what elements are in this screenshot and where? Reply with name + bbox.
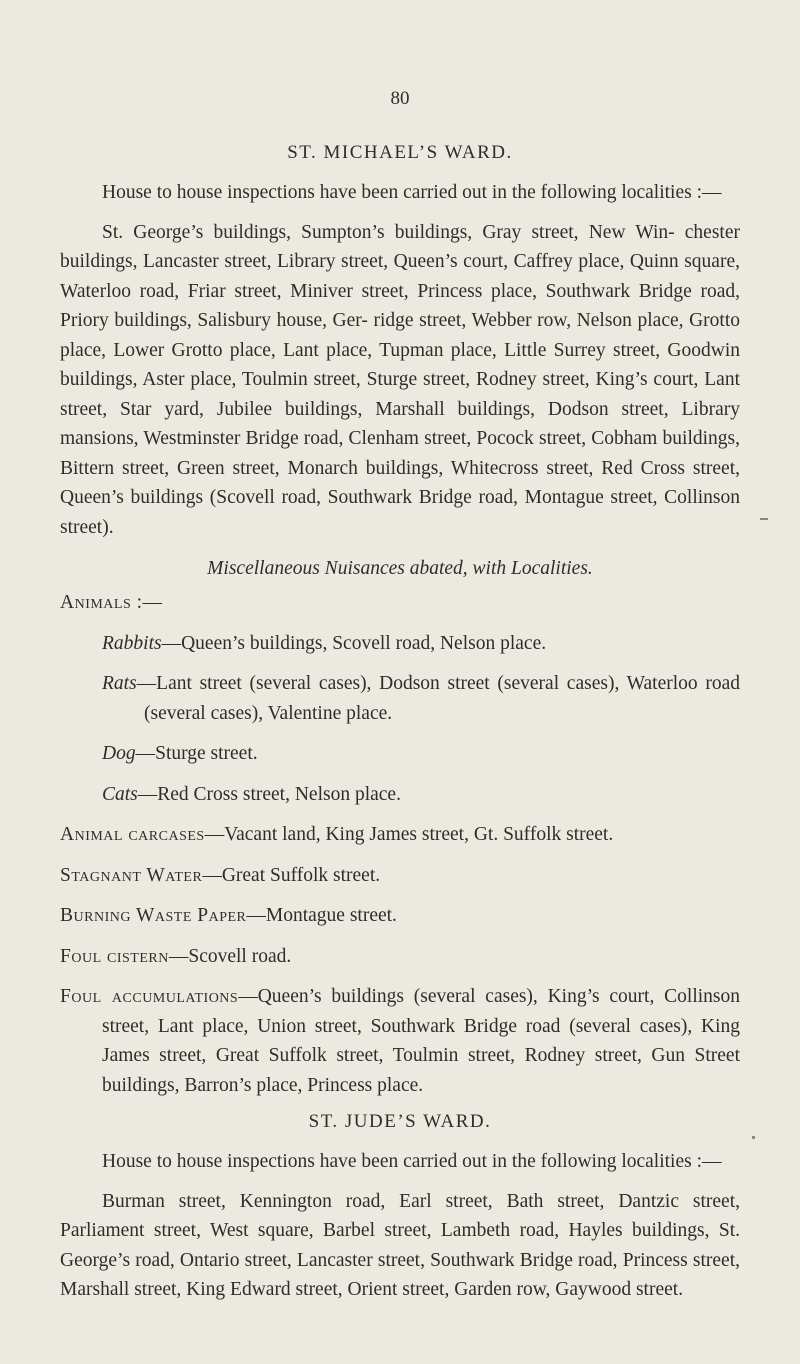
entry-label: Rats bbox=[102, 673, 137, 694]
entry-text: —Queen’s buildings (several cases), King’s court, Collinson street, Lant place, Union street, Southwark Bridge road (several cases), King James street, Great Suffolk street, Toulmin street, Rodney street, Gun Street buildings, Barron’s place, Princess place. bbox=[102, 986, 740, 1096]
entry-text: —Montague street. bbox=[246, 905, 397, 926]
margin-mark bbox=[752, 1136, 755, 1139]
st-michaels-ward-section bbox=[60, 142, 740, 1100]
entry-label: Burning Waste Paper bbox=[60, 905, 247, 926]
nuisance-entry-burning-waste-paper bbox=[60, 901, 740, 931]
entry-text: —Lant street (several cases), Dodson street (several cases), Waterloo road (several cases), Valentine place. bbox=[136, 673, 740, 724]
nuisance-entry-dog bbox=[60, 739, 740, 769]
entry-text: —Scovell road. bbox=[168, 945, 292, 967]
nuisance-entry-stagnant-water bbox=[60, 861, 740, 891]
document-page bbox=[60, 88, 740, 1315]
nuisance-entry-rabbits bbox=[60, 629, 740, 659]
entry-label: Stagnant Water bbox=[60, 864, 203, 886]
entry-label: Foul accumulations bbox=[60, 986, 239, 1007]
entry-label: Cats bbox=[102, 783, 138, 805]
nuisances-heading: Miscellaneous Nuisances abated, with Localities. bbox=[207, 558, 593, 579]
localities-list: St. George’s buildings, Sumpton’s buildings, Gray street, New Win- chester buildings, Lancaster street, Library street, Queen’s court, Caffrey place, Quinn square, Waterloo road, Friar street, Miniver street, Princess place, Southwark Bridge road, Priory buildings, Salisbury house, Ger- ridge street, Webber row, Nelson place, Grotto place, Lower Grotto place, Lant place, Tupman place, Little Surrey street, Goodwin buildings, Aster place, Toulmin street, Sturge street, Rodney street, King’s court, Lant street, Star yard, Jubilee buildings, Marshall buildings, Dodson street, Library mansions, Westminster Bridge road, Clenham street, Pocock street, Cobham buildings, Bittern street, Green street, Monarch buildings, Whitecross street, Red Cross street, Queen’s buildings (Scovell road, Southwark Bridge road, Montague street, Collinson street). bbox=[60, 221, 740, 538]
nuisance-entry-cats bbox=[60, 780, 740, 810]
entry-text: —Vacant land, King James street, Gt. Suffolk street. bbox=[204, 824, 614, 845]
entry-text: —Queen’s buildings, Scovell road, Nelson place. bbox=[161, 632, 547, 654]
st-judes-ward-section bbox=[60, 1111, 740, 1305]
entry-label: Foul cistern bbox=[60, 945, 169, 967]
entry-label: Animal carcases bbox=[60, 824, 205, 845]
nuisance-entry-foul-cistern bbox=[60, 942, 740, 972]
page-number: 80 bbox=[390, 88, 410, 109]
entry-text: —Great Suffolk street. bbox=[202, 864, 381, 886]
nuisance-entry-rats bbox=[60, 669, 740, 728]
animals-heading bbox=[60, 588, 740, 618]
localities-list: Burman street, Kennington road, Earl street, Bath street, Dantzic street, Parliament street, West square, Barbel street, Lambeth road, Hayles buildings, St. George’s road, Ontario street, Lancaster street, Southwark Bridge road, Princess street, Marshall street, King Edward street, Orient street, Garden row, Gaywood street. bbox=[60, 1190, 740, 1300]
animals-label: Animals :— bbox=[60, 592, 163, 613]
nuisance-entry-foul-accumulations bbox=[60, 982, 740, 1100]
entry-label: Dog bbox=[102, 743, 136, 764]
entry-text: —Sturge street. bbox=[135, 743, 258, 764]
nuisance-entry-animal-carcases bbox=[60, 820, 740, 850]
inspection-intro: House to house inspections have been carried out in the following localities :— bbox=[102, 1151, 722, 1172]
entry-text: —Red Cross street, Nelson place. bbox=[137, 783, 401, 805]
ward-title: ST. JUDE’S WARD. bbox=[308, 1111, 492, 1132]
margin-mark bbox=[760, 518, 768, 520]
entry-label: Rabbits bbox=[102, 632, 162, 654]
ward-title: ST. MICHAEL’S WARD. bbox=[287, 142, 513, 163]
inspection-intro: House to house inspections have been carried out in the following localities :— bbox=[102, 182, 722, 203]
